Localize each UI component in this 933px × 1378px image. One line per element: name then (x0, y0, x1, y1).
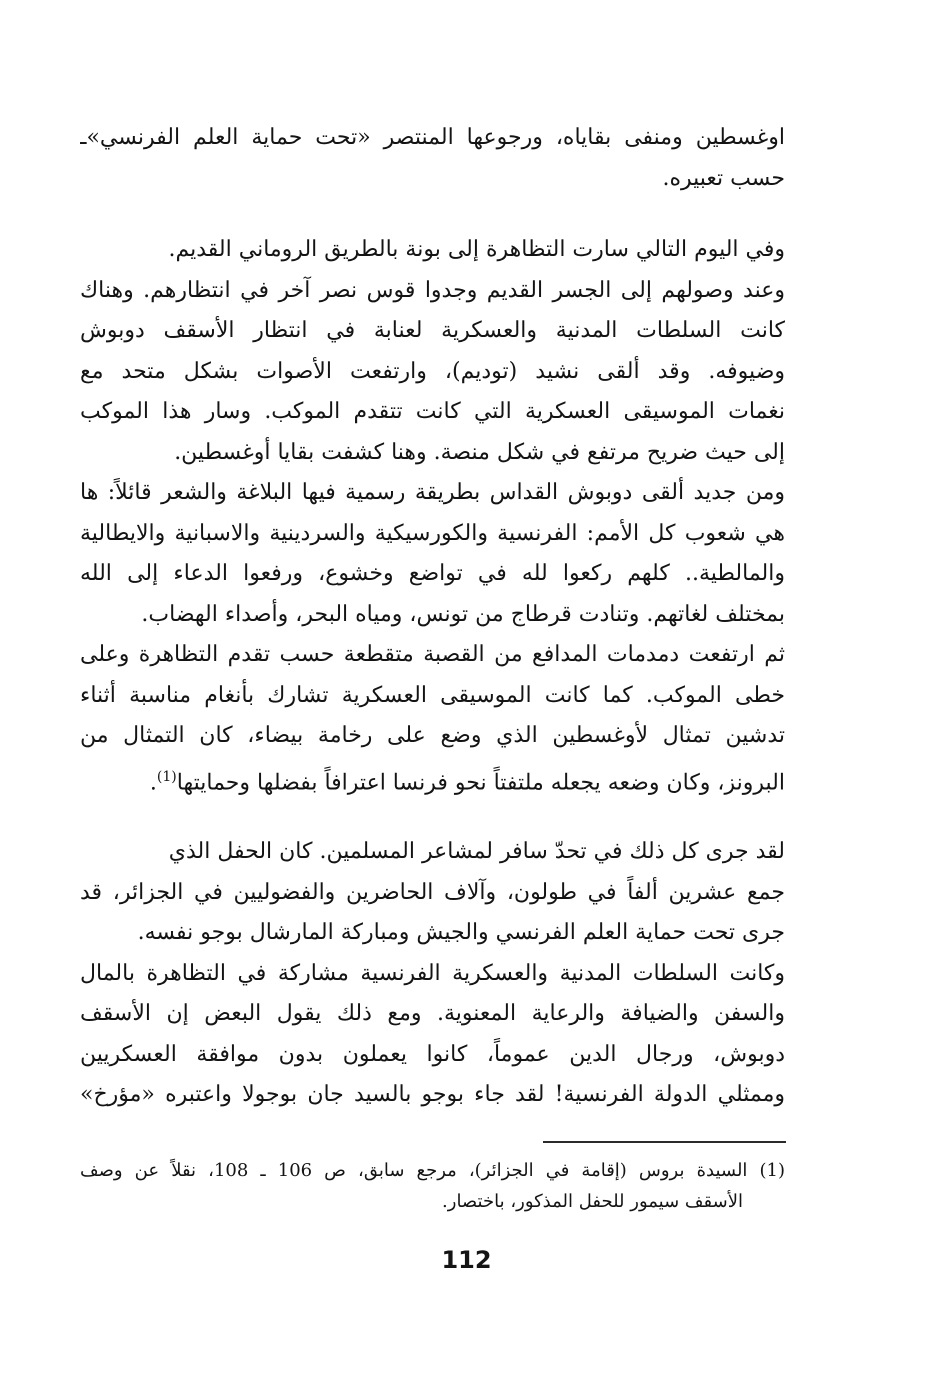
text-line: إلى حيث ضريح مرتفع في شكل منصة. وهنا كشفت بقايا أوغسطين. (174, 439, 785, 465)
text-line: كانت السلطات المدنية والعسكرية لعنابة في انتظار الأسقف دوبوش (80, 318, 785, 343)
text-fragment: . (149, 769, 157, 795)
text-line: وفي اليوم التالي سارت التظاهرة إلى بونة بالطريق الروماني القديم. (168, 237, 785, 262)
paragraph-2 (80, 230, 785, 797)
text-line: ومن جديد ألقى دوبوش القداس بطريقة رسمية فيها البلاغة والشعر قائلاً: ها (80, 480, 785, 505)
footnote-divider (543, 1141, 786, 1143)
text-fragment: البرونز، وكان وضعه يجعله ملتفتاً نحو فرنسا اعترافاً بفضلها وحمايتها (176, 769, 785, 795)
text-line: جمع عشرين ألفاً في طولون، وآلاف الحاضرين والفضوليين في الجزائر، قد (80, 879, 785, 905)
text-line: جرى تحت حماية العلم الفرنسي والجيش ومباركة المارشال بوجو نفسه. (137, 920, 785, 945)
text-line: وعند وصولهم إلى الجسر القديم وجدوا قوس نصر آخر في انتظارهم. وهناك (80, 277, 785, 303)
text-line: دوبوش، ورجال الدين عموماً، كانوا يعملون بدون موافقة العسكريين (80, 1041, 785, 1067)
text-line: وضيوفه. وقد ألقى نشيد (توديم)، وارتفعت الأصوات بشكل متحد مع (80, 358, 785, 384)
text-line (80, 757, 785, 798)
text-line: وممثلي الدولة الفرنسية! لقد جاء بوجو بالسيد جان بوجولا واعتبره «مؤرخ» (80, 1082, 785, 1107)
text-line: والسفن والضيافة والرعاية المعنوية. ومع ذلك يقول البعض إن الأسقف (80, 1001, 785, 1026)
text-line: بمختلف لغاتهم. وتنادت قرطاج من تونس، ومياه البحر، وأصداء الهضاب. (141, 601, 785, 627)
text-line: والمالطية.. كلهم ركعوا لله في تواضع وخشوع، ورفعوا الدعاء إلى الله (80, 561, 785, 586)
text-line: اوغسطين ومنفى بقاياه، ورجوعها المنتصر «تحت حماية العلم الفرنسي»ـ (80, 125, 785, 150)
page-number: 112 (441, 1246, 492, 1274)
text-line: نغمات الموسيقى العسكرية التي كانت تتقدم الموكب. وسار هذا الموكب (80, 399, 785, 424)
paragraph-3 (80, 832, 785, 1116)
text-line: حسب تعبيره. (662, 165, 785, 191)
paragraph-1 (80, 118, 785, 199)
text-line: خطى الموكب. كما كانت الموسيقى العسكرية تشارك بأنغام مناسبة أثناء (80, 682, 785, 708)
footnote-line: الأسقف سيمور للحفل المذكور، باختصار. (442, 1191, 743, 1212)
text-line: لقد جرى كل ذلك في تحدّ سافر لمشاعر المسلمين. كان الحفل الذي (168, 839, 785, 864)
footnote (80, 1155, 785, 1217)
footnote-marker: (1) (156, 768, 177, 785)
text-line: تدشين تمثال لأوغسطين الذي وضع على رخامة بيضاء، كان التمثال من (80, 723, 785, 748)
text-line: ثم ارتفعت دمدمات المدافع من القصبة متقطعة حسب تقدم التظاهرة وعلى (80, 642, 785, 667)
text-line: هي شعوب كل الأمم: الفرنسية والكورسيكية والسردينية والاسبانية والايطالية (80, 520, 785, 546)
text-line: وكانت السلطات المدنية والعسكرية الفرنسية مشاركة في التظاهرة بالمال (80, 960, 785, 986)
footnote-line: (1) السيدة بروس (إقامة في الجزائر)، مرجع سابق، ص 106 ـ 108، نقلاً عن وصف (80, 1160, 785, 1181)
